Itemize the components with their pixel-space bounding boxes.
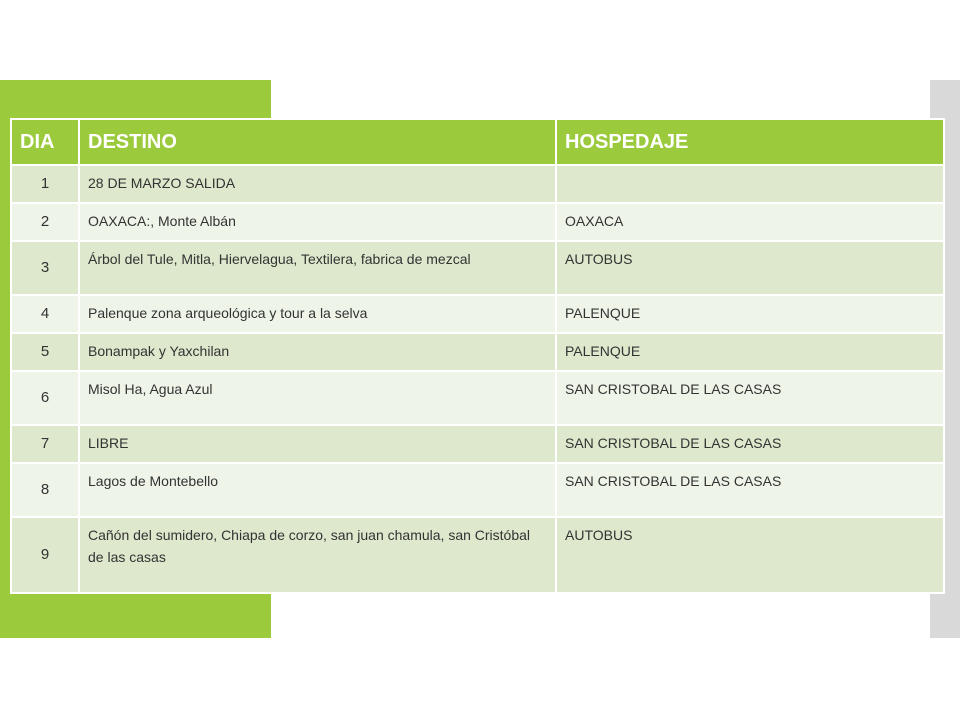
lodging-cell xyxy=(556,165,944,203)
destination-cell: 28 DE MARZO SALIDA xyxy=(79,165,556,203)
table-header-row xyxy=(11,119,944,165)
destination-cell: Lagos de Montebello xyxy=(79,463,556,517)
destination-cell: Árbol del Tule, Mitla, Hiervelagua, Textilera, fabrica de mezcal xyxy=(79,241,556,295)
table-row xyxy=(11,463,944,517)
header-hospedaje: HOSPEDAJE xyxy=(556,119,944,165)
header-dia: DIA xyxy=(11,119,79,165)
lodging-cell: SAN CRISTOBAL DE LAS CASAS xyxy=(556,371,944,425)
table-row xyxy=(11,165,944,203)
table-row xyxy=(11,333,944,371)
day-cell: 5 xyxy=(11,333,79,371)
destination-cell: LIBRE xyxy=(79,425,556,463)
day-cell: 7 xyxy=(11,425,79,463)
lodging-cell: SAN CRISTOBAL DE LAS CASAS xyxy=(556,463,944,517)
destination-cell: OAXACA:, Monte Albán xyxy=(79,203,556,241)
lodging-cell: PALENQUE xyxy=(556,295,944,333)
day-cell: 4 xyxy=(11,295,79,333)
header-destino: DESTINO xyxy=(79,119,556,165)
lodging-cell: OAXACA xyxy=(556,203,944,241)
day-cell: 2 xyxy=(11,203,79,241)
table-row xyxy=(11,371,944,425)
day-cell: 6 xyxy=(11,371,79,425)
table-row xyxy=(11,295,944,333)
destination-cell: Bonampak y Yaxchilan xyxy=(79,333,556,371)
table-row xyxy=(11,203,944,241)
table-row xyxy=(11,241,944,295)
lodging-cell: AUTOBUS xyxy=(556,517,944,593)
destination-cell: Misol Ha, Agua Azul xyxy=(79,371,556,425)
lodging-cell: AUTOBUS xyxy=(556,241,944,295)
lodging-cell: PALENQUE xyxy=(556,333,944,371)
lodging-cell: SAN CRISTOBAL DE LAS CASAS xyxy=(556,425,944,463)
itinerary-table xyxy=(10,118,945,594)
destination-cell: Palenque zona arqueológica y tour a la selva xyxy=(79,295,556,333)
day-cell: 3 xyxy=(11,241,79,295)
table-row xyxy=(11,517,944,593)
day-cell: 8 xyxy=(11,463,79,517)
table-row xyxy=(11,425,944,463)
day-cell: 1 xyxy=(11,165,79,203)
destination-cell: Cañón del sumidero, Chiapa de corzo, san juan chamula, san Cristóbal de las casas xyxy=(79,517,556,593)
day-cell: 9 xyxy=(11,517,79,593)
